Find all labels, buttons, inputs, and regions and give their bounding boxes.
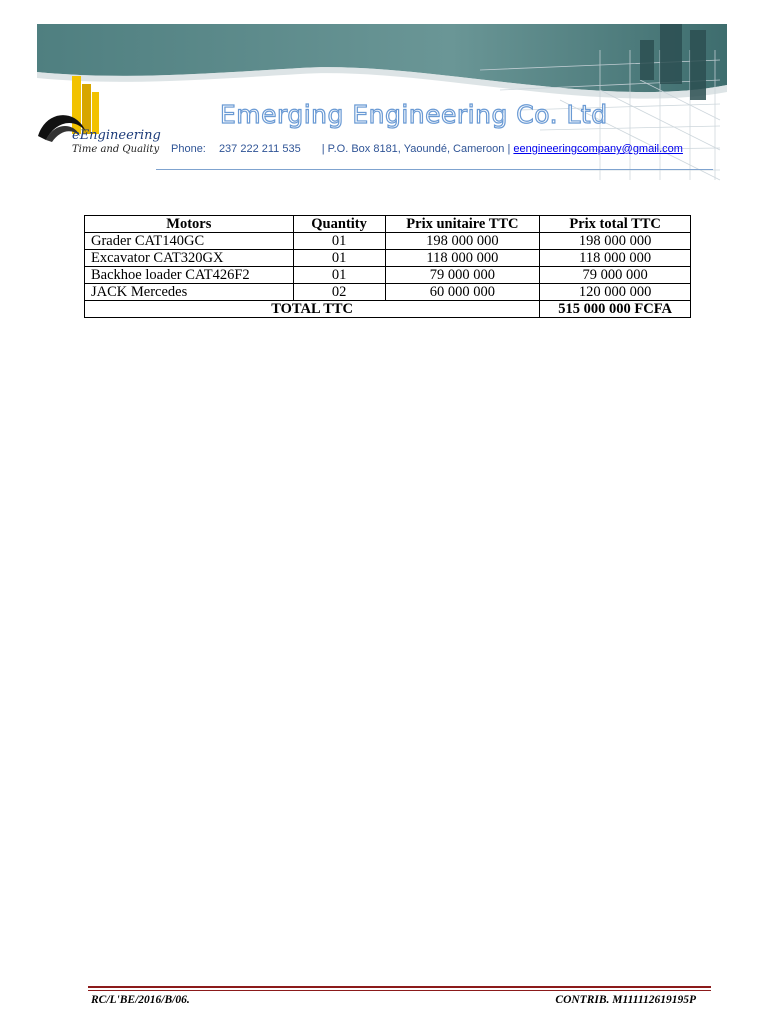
motor-name: Excavator CAT320GX [85, 250, 294, 267]
column-header-total-price: Prix total TTC [540, 216, 691, 233]
logo-mark-icon [36, 70, 151, 170]
table-row [85, 267, 691, 284]
table-row [85, 284, 691, 301]
column-header-motors: Motors [85, 216, 294, 233]
motor-total-price: 120 000 000 [540, 284, 691, 301]
table-header-row [85, 216, 691, 233]
motor-unit-price: 118 000 000 [385, 250, 540, 267]
motor-name: JACK Mercedes [85, 284, 294, 301]
motor-name: Backhoe loader CAT426F2 [85, 267, 294, 284]
column-header-unit-price: Prix unitaire TTC [385, 216, 540, 233]
motor-name: Grader CAT140GC [85, 233, 294, 250]
motor-quantity: 01 [293, 267, 385, 284]
motor-quantity: 02 [293, 284, 385, 301]
letterhead [0, 0, 768, 200]
motors-price-table [84, 215, 691, 318]
motor-quantity: 01 [293, 250, 385, 267]
phone-number: 237 222 211 535 [218, 143, 301, 155]
column-header-quantity: Quantity [293, 216, 385, 233]
motor-unit-price: 79 000 000 [385, 267, 540, 284]
header-divider [156, 169, 713, 170]
company-logo [36, 70, 161, 170]
total-label: TOTAL TTC [85, 301, 540, 318]
email-link[interactable]: eengineeringcompany@gmail.com [513, 143, 683, 155]
footer-divider-thin [88, 990, 711, 991]
footer-registration: RC/L'BE/2016/B/06. [91, 994, 190, 1006]
table-row [85, 233, 691, 250]
motor-unit-price: 60 000 000 [385, 284, 540, 301]
table-row [85, 250, 691, 267]
logo-wordmark: eEngineering [72, 128, 161, 143]
motor-total-price: 198 000 000 [540, 233, 691, 250]
motor-unit-price: 198 000 000 [385, 233, 540, 250]
contact-line [171, 143, 683, 155]
motor-total-price: 118 000 000 [540, 250, 691, 267]
motor-quantity: 01 [293, 233, 385, 250]
motor-total-price: 79 000 000 [540, 267, 691, 284]
company-name: Emerging Engineering Co. Ltd [220, 100, 608, 129]
logo-tagline: Time and Quality [72, 144, 160, 155]
footer-divider [88, 986, 711, 988]
footer-taxpayer-number: CONTRIB. M111112619195P [555, 994, 696, 1006]
phone-label: Phone: [171, 143, 206, 155]
address: | P.O. Box 8181, Yaoundé, Cameroon | [321, 143, 511, 155]
total-value: 515 000 000 FCFA [540, 301, 691, 318]
table-total-row [85, 301, 691, 318]
